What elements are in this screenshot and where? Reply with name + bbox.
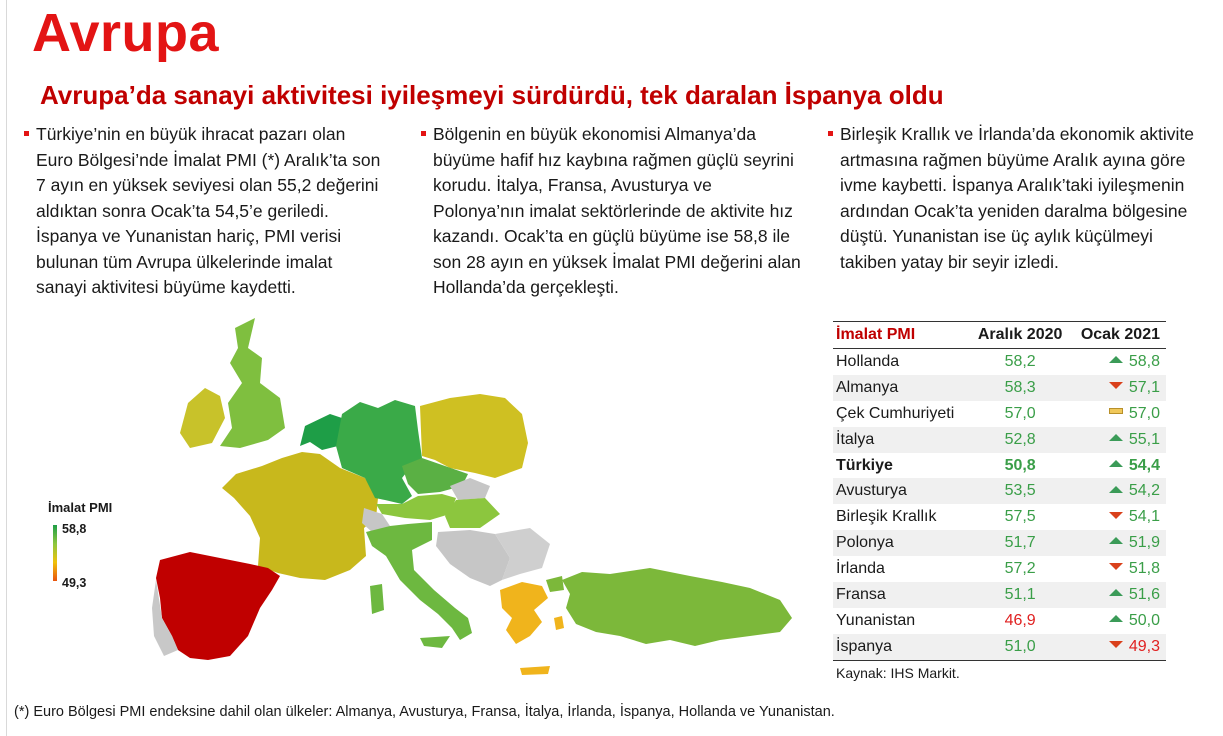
legend-title: İmalat PMI (48, 500, 113, 515)
flat-dash-icon (1109, 408, 1123, 414)
january-cell (1069, 427, 1167, 453)
legend-min-value: 49,3 (62, 576, 87, 590)
header-december: Aralık 2020 (972, 322, 1069, 349)
table-row (833, 453, 1166, 479)
country-name: Avusturya (833, 478, 972, 504)
december-value: 58,3 (972, 375, 1069, 401)
arrow-up-icon (1109, 356, 1123, 363)
table-row (833, 478, 1166, 504)
country-name: Polonya (833, 530, 972, 556)
country-name: İtalya (833, 427, 972, 453)
pmi-table-header (833, 322, 1166, 349)
page-title: Avrupa (32, 3, 220, 63)
january-cell (1069, 556, 1167, 582)
table-row (833, 427, 1166, 453)
table-row (833, 375, 1166, 401)
bullet-column-2 (433, 122, 803, 301)
december-value: 46,9 (1004, 611, 1036, 629)
december-value: 50,8 (1004, 456, 1036, 474)
pmi-table-body (833, 349, 1166, 661)
arrow-down-icon (1109, 563, 1123, 570)
december-value: 57,2 (1004, 560, 1036, 578)
january-value: 57,1 (1128, 378, 1160, 396)
table-row (833, 530, 1166, 556)
table-row (833, 401, 1166, 427)
arrow-up-icon (1109, 486, 1123, 493)
january-value: 58,8 (1128, 352, 1160, 370)
december-value: 52,8 (972, 427, 1069, 453)
bullet-marker (24, 131, 29, 136)
map-thrace (546, 576, 564, 592)
january-cell (1069, 634, 1167, 660)
table-row (833, 582, 1166, 608)
pmi-table (833, 321, 1166, 661)
january-cell (1069, 453, 1167, 479)
map-sicily (420, 636, 450, 648)
january-value: 50,0 (1128, 611, 1160, 629)
bullet-marker (828, 131, 833, 136)
january-value: 54,2 (1128, 482, 1160, 500)
country-name: İrlanda (836, 560, 885, 578)
january-cell (1069, 478, 1167, 504)
bullet-text-3: Birleşik Krallık ve İrlanda’da ekonomik aktivite artmasına rağmen büyüme Aralık ayına göre ivme kaybetti. İspanya Aralık’taki iyileşmenin ardından Ocak’ta yeniden daralma bölgesine düştü. Yunanistan ise üç aylık küçülmeyi takiben yatay bir seyir izledi. (840, 124, 1195, 272)
january-value: 55,1 (1128, 430, 1160, 448)
bullet-column-1 (36, 122, 386, 301)
bullet-text-2: Bölgenin en büyük ekonomisi Almanya’da büyüme hafif hız kaybına rağmen güçlü seyrini korudu. İtalya, Fransa, Avusturya ve Polonya’nın imalat sektörlerinde de aktivite hız kazandı. Ocak’ta en güçlü büyüme ise 58,8 ile son 28 ayın en yüksek İmalat PMI değerini alan Hollanda’da gerçekleşti. (433, 124, 801, 297)
bullet-marker (421, 131, 426, 136)
january-value: 54,1 (1128, 508, 1160, 526)
arrow-up-icon (1109, 537, 1123, 544)
map-ireland (180, 388, 225, 448)
country-name: Fransa (833, 582, 972, 608)
map-uk (220, 318, 285, 448)
map-netherlands (300, 414, 342, 450)
arrow-down-icon (1109, 512, 1123, 519)
december-value: 51,7 (972, 530, 1069, 556)
country-name: Yunanistan (836, 611, 916, 629)
arrow-down-icon (1109, 641, 1123, 648)
table-row (833, 556, 1166, 582)
headline: Avrupa’da sanayi aktivitesi iyileşmeyi sürdürdü, tek daralan İspanya oldu (40, 80, 944, 110)
arrow-up-icon (1109, 589, 1123, 596)
europe-pmi-map (150, 318, 800, 690)
january-value: 51,9 (1128, 534, 1160, 552)
left-border-line (6, 0, 7, 736)
january-cell (1069, 349, 1167, 375)
arrow-up-icon (1109, 434, 1123, 441)
january-value: 51,8 (1128, 560, 1160, 578)
map-sardinia (370, 584, 384, 614)
december-value: 51,0 (972, 634, 1069, 660)
january-value: 54,4 (1128, 456, 1160, 474)
map-legend (48, 500, 113, 590)
country-name: Birleşik Krallık (836, 508, 937, 526)
bullet-column-3 (840, 122, 1195, 275)
map-turkey (562, 568, 792, 646)
january-cell (1069, 608, 1167, 634)
january-cell (1069, 375, 1167, 401)
january-cell (1069, 530, 1167, 556)
arrow-up-icon (1109, 460, 1123, 467)
map-greek-islands (554, 616, 564, 630)
map-crete (520, 666, 550, 675)
table-row (833, 504, 1166, 530)
january-cell (1069, 401, 1167, 427)
footnote: (*) Euro Bölgesi PMI endeksine dahil olan ülkeler: Almanya, Avusturya, Fransa, İtalya, İrlanda, İspanya, Hollanda ve Yunanistan. (14, 704, 835, 720)
bullet-text-1: Türkiye’nin en büyük ihracat pazarı olan Euro Bölgesi’nde İmalat PMI (*) Aralık’ta son 7 ayın en yüksek seviyesi olan 55,2 değerini aldıktan sonra Ocak’ta 54,5’e geriledi. İspanya ve Yunanistan hariç, PMI verisi bulunan tüm Avrupa ülkelerinde imalat sanayi aktivitesi büyüme kaydetti. (36, 124, 381, 297)
january-value: 57,0 (1128, 404, 1160, 422)
header-january: Ocak 2021 (1069, 322, 1167, 349)
header-name: İmalat PMI (833, 322, 972, 349)
january-value: 51,6 (1128, 585, 1160, 603)
january-cell (1069, 504, 1167, 530)
source-note: Kaynak: IHS Markit. (836, 665, 960, 681)
december-value: 57,5 (1004, 508, 1036, 526)
january-value: 49,3 (1128, 637, 1160, 655)
january-cell (1069, 582, 1167, 608)
map-greece (500, 582, 548, 644)
country-name: Hollanda (836, 352, 900, 370)
december-value: 53,5 (972, 478, 1069, 504)
arrow-down-icon (1109, 382, 1123, 389)
december-value: 58,2 (1004, 352, 1036, 370)
legend-max-value: 58,8 (62, 522, 87, 536)
legend-gradient-bar (53, 525, 57, 581)
december-value: 57,0 (1004, 404, 1036, 422)
table-row (833, 608, 1166, 634)
december-value: 51,1 (972, 582, 1069, 608)
country-name: Çek Cumhuriyeti (836, 404, 955, 422)
table-row (833, 349, 1166, 375)
table-row (833, 634, 1166, 660)
arrow-up-icon (1109, 615, 1123, 622)
country-name: İspanya (833, 634, 972, 660)
country-name: Almanya (833, 375, 972, 401)
country-name: Türkiye (836, 456, 893, 474)
